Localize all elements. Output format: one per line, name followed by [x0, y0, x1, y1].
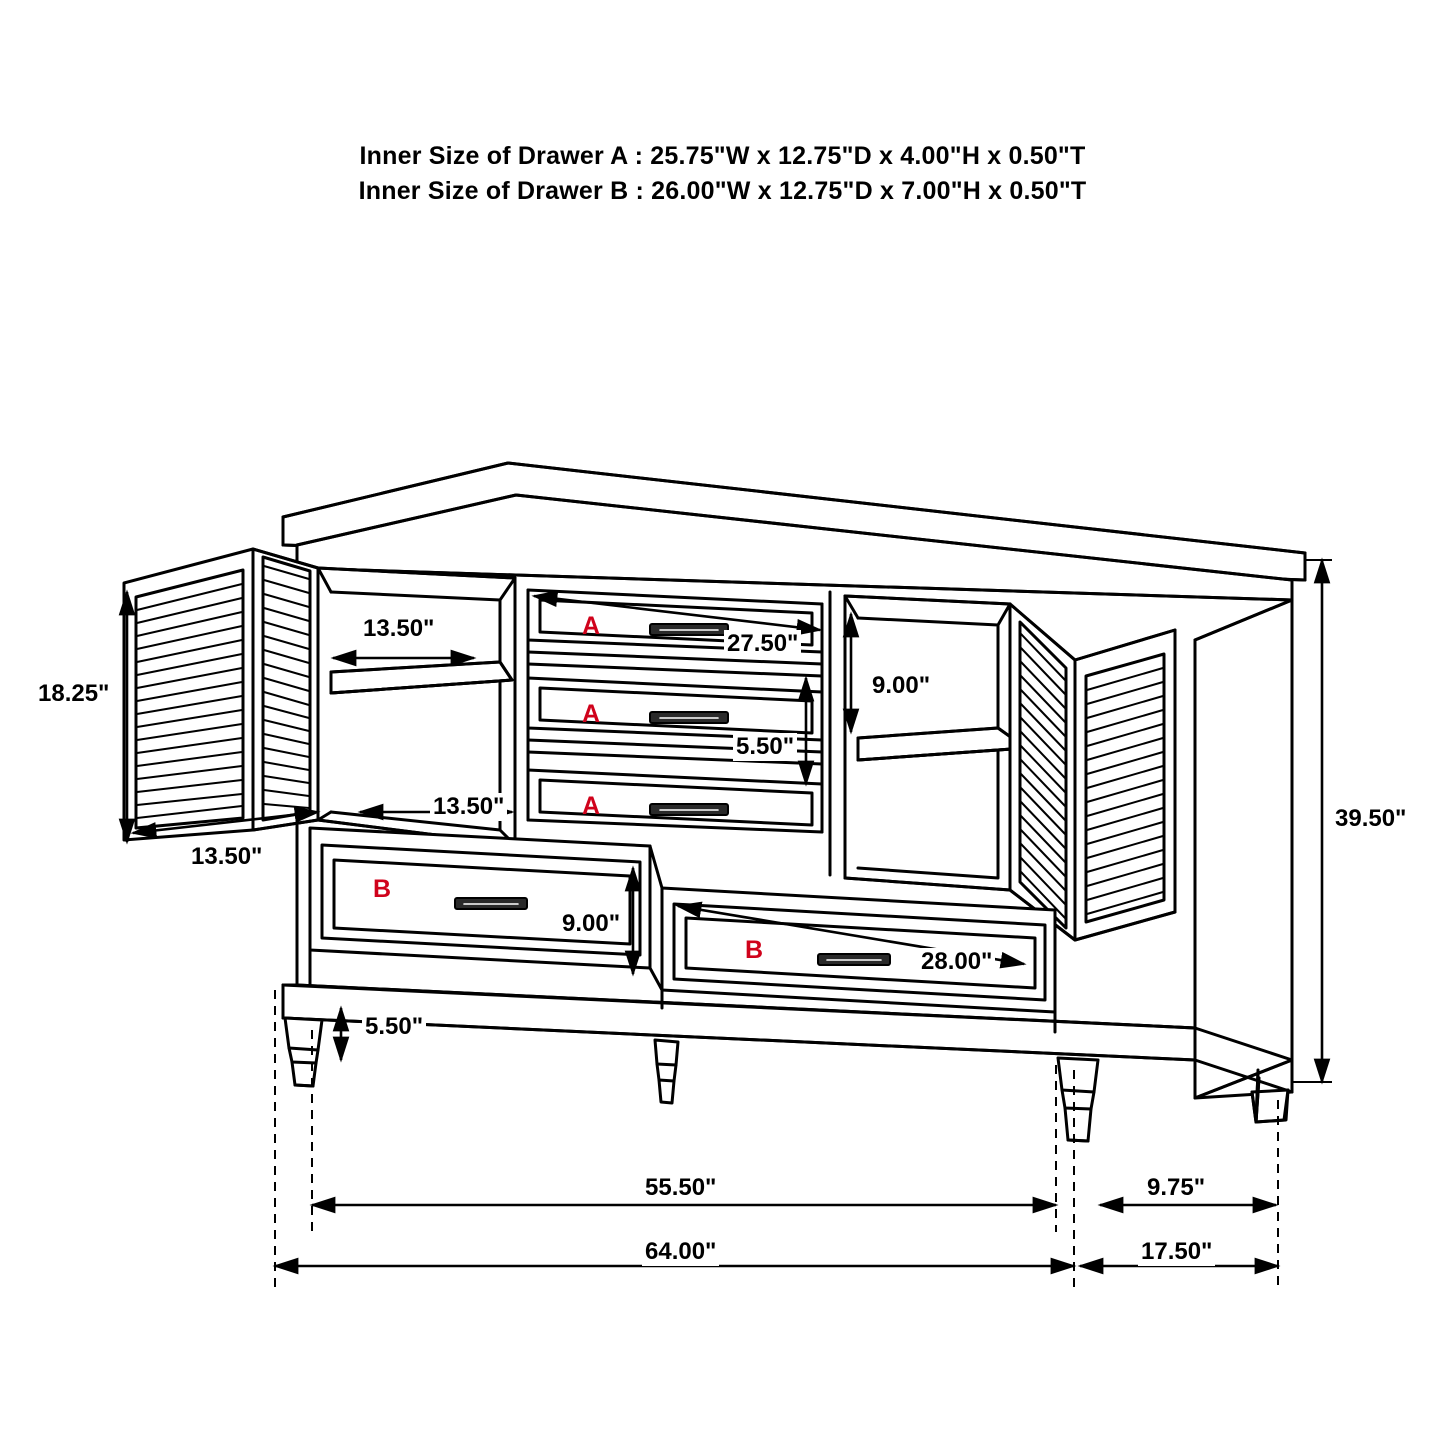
- dim-left-shelf-depth-top: 13.50": [360, 615, 437, 643]
- drawer-marker-b1: B: [373, 875, 392, 903]
- dim-front-width: 55.50": [642, 1174, 719, 1202]
- dim-drawer-b-width: 28.00": [918, 948, 995, 976]
- drawer-marker-a1: A: [582, 612, 601, 640]
- dim-total-depth: 17.50": [1138, 1238, 1215, 1266]
- dim-drawer-a-height: 5.50": [733, 733, 797, 761]
- dim-left-door-width: 13.50": [188, 843, 265, 871]
- dim-drawer-a-width: 27.50": [724, 630, 801, 658]
- dim-left-shelf-depth-bottom: 13.50": [430, 793, 507, 821]
- drawer-a-inner-size-text: Inner Size of Drawer A : 25.75"W x 12.75"D x 4.00"H x 0.50"T: [359, 142, 1086, 170]
- dim-leg-height: 5.50": [362, 1013, 426, 1041]
- dim-total-width: 64.00": [642, 1238, 719, 1266]
- dim-drawer-b-height: 9.00": [559, 910, 623, 938]
- drawer-b-inner-size-text: Inner Size of Drawer B : 26.00"W x 12.75"D x 7.00"H x 0.50"T: [358, 177, 1087, 205]
- dim-total-height: 39.50": [1332, 805, 1409, 833]
- dim-side-depth-inner: 9.75": [1144, 1174, 1208, 1202]
- dim-drawer-a-stack-height: 9.00": [869, 672, 933, 700]
- drawer-marker-a3: A: [582, 792, 601, 820]
- drawer-marker-a2: A: [582, 700, 601, 728]
- drawer-marker-b2: B: [745, 936, 764, 964]
- dim-left-door-height: 18.25": [35, 680, 112, 708]
